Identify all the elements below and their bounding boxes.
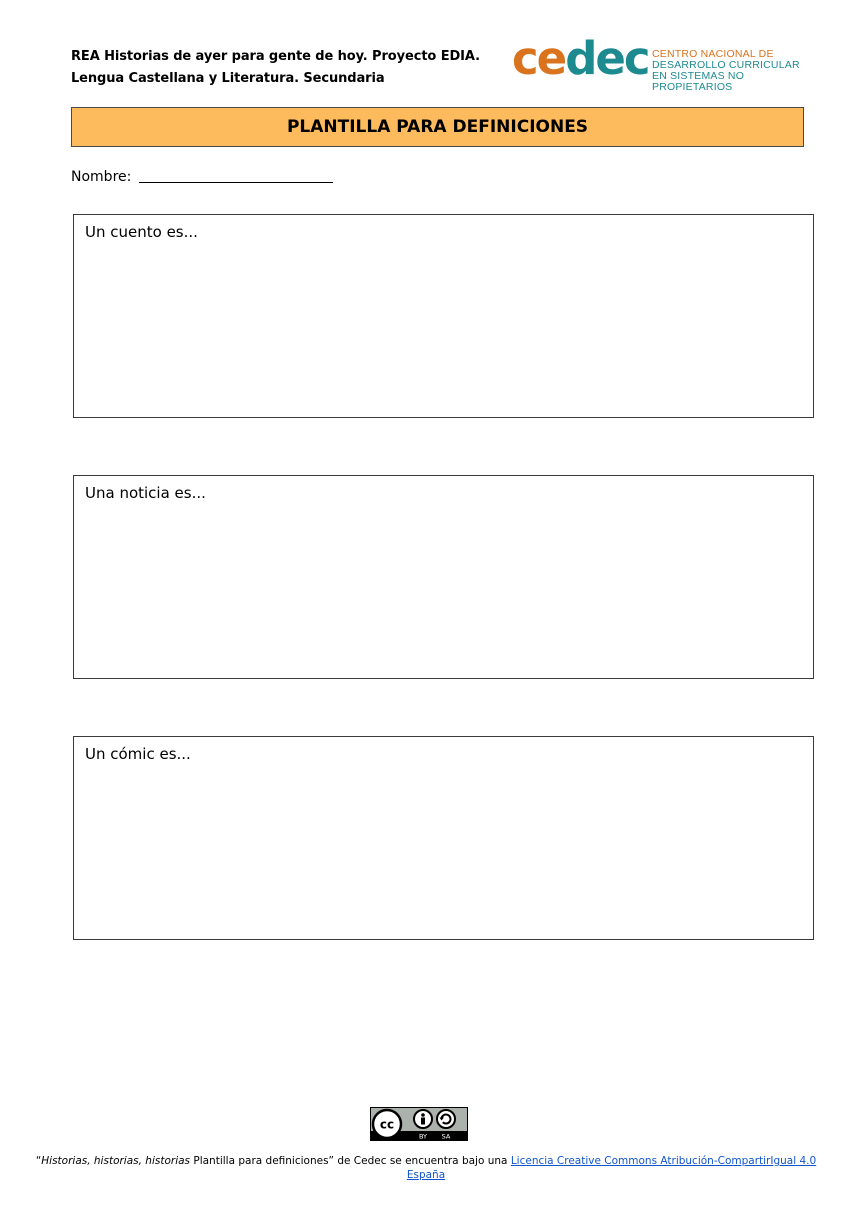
header-project-line: REA Historias de ayer para gente de hoy. Proyecto EDIA. [71, 49, 480, 64]
definition-box-comic[interactable] [73, 736, 814, 940]
license-quote-open: “ [35, 1155, 42, 1167]
creative-commons-by-sa-icon[interactable] [370, 1107, 468, 1141]
license-work-title: Historias, historias, historias [41, 1155, 191, 1167]
license-text: Plantilla para definiciones” de Cedec se encuentra bajo una [190, 1155, 511, 1167]
definition-label: Una noticia es... [85, 484, 206, 502]
cc-badge-by: BY [418, 1132, 428, 1141]
cedec-logo-subtitle [652, 49, 812, 93]
cedec-logo [512, 32, 812, 93]
header-subject-line: Lengua Castellana y Literatura. Secundaria [71, 71, 385, 86]
cedec-logo-sub3: EN SISTEMAS NO PROPIETARIOS [652, 70, 745, 93]
definition-label: Un cómic es... [85, 745, 191, 763]
cedec-logo-word-dec: dec [565, 32, 649, 85]
cedec-logo-word-ce: ce [512, 32, 566, 85]
cedec-logo-word [512, 34, 649, 84]
cc-badge-sa: SA [441, 1132, 451, 1141]
license-notice [30, 1154, 822, 1182]
name-blank-line[interactable] [139, 168, 333, 183]
cedec-logo-sub2: DESARROLLO CURRICULAR [652, 59, 800, 71]
page-title-text: PLANTILLA PARA DEFINICIONES [286, 117, 589, 137]
license-link[interactable]: Licencia Creative Commons Atribución-CompartirIgual 4.0 España [406, 1155, 817, 1181]
name-label: Nombre: [71, 169, 132, 185]
definition-box-noticia[interactable] [73, 475, 814, 679]
cc-badge-cc: cc [379, 1117, 395, 1132]
definition-label: Un cuento es... [85, 223, 198, 241]
definition-box-cuento[interactable] [73, 214, 814, 418]
page-title [71, 107, 804, 147]
name-field [71, 166, 333, 185]
cedec-logo-sub1: CENTRO NACIONAL DE [652, 48, 774, 60]
